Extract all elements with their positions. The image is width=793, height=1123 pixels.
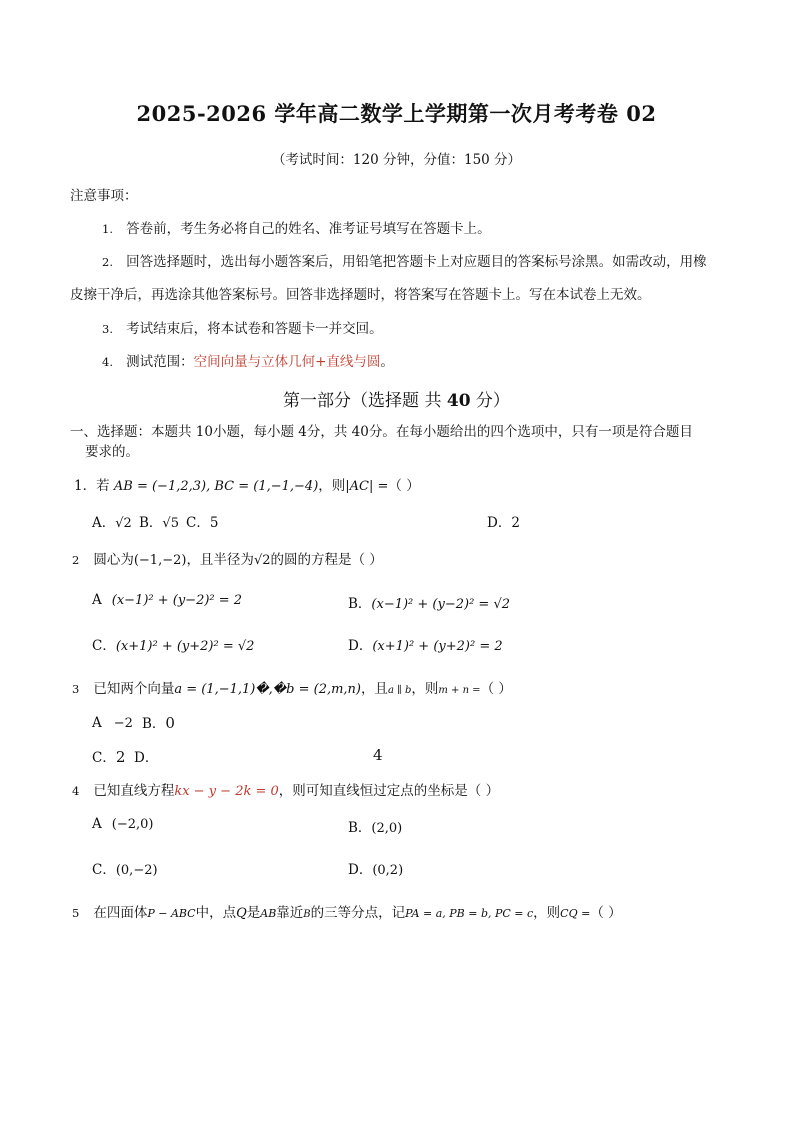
q2-option-c[interactable]: C．(x+1)² + (y+2)² = √2 — [92, 638, 255, 654]
q2-option-d[interactable]: D．(x+1)² + (y+2)² = 2 — [348, 638, 503, 654]
q3-option-d[interactable]: D． — [134, 750, 159, 766]
notice-text: 考试结束后，将本试卷和答题卡一并交回。 — [126, 321, 383, 337]
q3-option-b[interactable]: B．0 — [142, 714, 175, 732]
q4-line-equation: kx − y − 2k = 0 — [174, 784, 279, 799]
notice-num: 3. — [102, 322, 113, 336]
question-2: 2 圆心为(−1,−2)，且半径为√2的圆的方程是（ ） — [72, 552, 383, 568]
q3-sum: m + n = — [438, 685, 481, 696]
notice-num: 2. — [102, 255, 113, 269]
test-scope: 空间向量与立体几何+直线与圆 — [193, 354, 381, 370]
section-heading: 第一部分（选择题 共 40 分） — [283, 391, 510, 411]
notice-num: 1. — [102, 222, 113, 236]
q1-magnitude: |AC| = — [345, 479, 389, 494]
notice-num: 4. — [102, 355, 113, 369]
notice-item-4 — [102, 350, 394, 370]
q4-option-d[interactable]: D．(0,2) — [348, 862, 404, 878]
notice-text: 回答选择题时，选出每小题答案后，用铅笔把答题卡上对应题目的答案标号涂黑。如需改动，用橡 — [126, 254, 707, 270]
q2-radius: √2 — [253, 553, 271, 568]
instruction-line-1: 一、选择题：本题共 10小题，每小题 4分，共 40分。在每小题给出的四个选项中，只有一项是符合题目 — [70, 424, 693, 440]
question-5: 5 在四面体P − ABC中，点Q是AB靠近B的三等分点，记PA = a, PB = b, PC = c，则CQ =（ ） — [72, 905, 622, 921]
question-4: 4 已知直线方程kx − y − 2k = 0，则可知直线恒过定点的坐标是（ ） — [72, 783, 500, 799]
notice-item-1 — [102, 217, 491, 237]
question-1: 1．若 AB = (−1,2,3), BC = (1,−1,−4)，则|AC| =（ ） — [74, 478, 420, 494]
question-3: 3 已知两个向量a = (1,−1,1)�,�b = (2,m,n)，且a ∥ b，则m + n =（ ） — [72, 681, 512, 697]
q4-option-c[interactable]: C．(0,−2) — [92, 862, 158, 878]
notice-heading: 注意事项： — [70, 188, 138, 204]
q3-option-d-value: 4 — [373, 746, 383, 764]
notice-text: 测试范围： — [126, 354, 194, 370]
q5-target: CQ = — [560, 907, 591, 920]
page-title: 2025-2026 学年高二数学上学期第一次月考考卷 02 — [136, 101, 657, 126]
q4-option-b[interactable]: B．(2,0) — [348, 820, 403, 836]
q4-option-a[interactable]: A (−2,0) — [92, 816, 154, 832]
q5-tetrahedron: P − ABC — [147, 907, 196, 920]
q3-option-c[interactable]: C．2 — [92, 748, 126, 766]
q2-option-a[interactable]: A (x−1)² + (y−2)² = 2 — [92, 592, 243, 608]
q5-vectors: PA = a, PB = b, PC = c — [405, 907, 534, 920]
q3-vectors: a = (1,−1,1)�,�b = (2,m,n) — [174, 682, 361, 697]
q3-parallel: a ∥ b — [388, 685, 412, 696]
q2-option-b[interactable]: B．(x−1)² + (y−2)² = √2 — [348, 596, 511, 612]
q1-option-d[interactable]: D．2 — [487, 515, 520, 531]
q1-option-b[interactable]: B．√5 — [139, 515, 179, 531]
q1-option-a[interactable]: A．√2 — [92, 515, 132, 531]
notice-item-2 — [102, 250, 707, 270]
instruction-line-2: 要求的。 — [85, 444, 139, 460]
q1-option-c[interactable]: C．5 — [186, 515, 219, 531]
notice-item-3 — [102, 317, 383, 337]
q1-vectors: AB = (−1,2,3), BC = (1,−1,−4) — [113, 479, 319, 494]
notice-text-end: 。 — [380, 354, 394, 370]
notice-item-2-cont: 皮擦干净后，再选涂其他答案标号。回答非选择题时，将答案写在答题卡上。写在本试卷上无效。 — [70, 287, 651, 303]
notice-text: 答卷前，考生务必将自己的姓名、准考证号填写在答题卡上。 — [126, 221, 491, 237]
q3-option-a[interactable]: A −2 — [92, 715, 133, 731]
exam-info: （考试时间：120 分钟，分值：150 分） — [271, 152, 522, 168]
q2-center: (−1,−2) — [133, 553, 187, 568]
